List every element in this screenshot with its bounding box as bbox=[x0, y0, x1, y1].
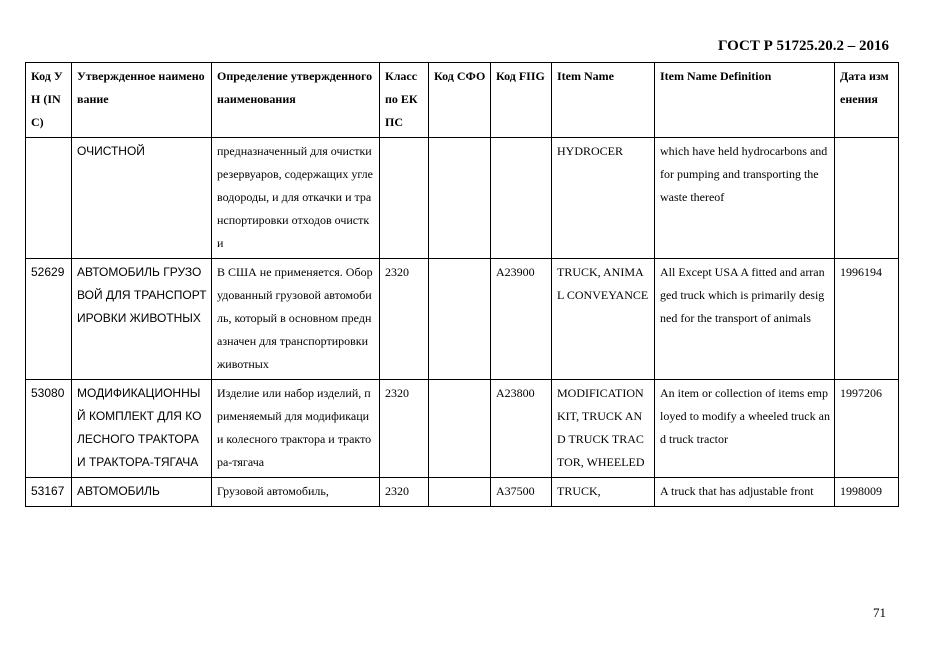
cell-sfo bbox=[429, 259, 491, 380]
cell-sfo bbox=[429, 380, 491, 478]
header-sfo: Код СФО bbox=[429, 63, 491, 138]
cell-fiig bbox=[491, 138, 552, 259]
cell-sfo bbox=[429, 138, 491, 259]
header-definition: Определение утвержденного наименования bbox=[212, 63, 380, 138]
table-row bbox=[26, 259, 899, 380]
cell-fiig: A23800 bbox=[491, 380, 552, 478]
header-item-name: Item Name bbox=[552, 63, 655, 138]
cell-sfo bbox=[429, 478, 491, 507]
cell-item-definition: An item or collection of items employed to modify a wheeled truck and truck tractor bbox=[655, 380, 835, 478]
cell-fiig: A37500 bbox=[491, 478, 552, 507]
cell-inc bbox=[26, 138, 72, 259]
cell-name: МОДИФИКАЦИОННЫЙ КОМПЛЕКТ ДЛЯ КОЛЕСНОГО ТРАКТОРА И ТРАКТОРА-ТЯГАЧА bbox=[72, 380, 212, 478]
cell-item-name: TRUCK, ANIMAL CONVEYANCE bbox=[552, 259, 655, 380]
header-fiig: Код FIIG bbox=[491, 63, 552, 138]
cell-class: 2320 bbox=[380, 478, 429, 507]
cell-item-definition: A truck that has adjustable front bbox=[655, 478, 835, 507]
cell-class: 2320 bbox=[380, 380, 429, 478]
cell-definition: предназначенный для очистки резервуаров, содержащих углеводороды, и для откачки и транспортировки отходов очистки bbox=[212, 138, 380, 259]
cell-definition: Изделие или набор изделий, применяемый для модификации колесного трактора и трактора-тягача bbox=[212, 380, 380, 478]
cell-item-name: MODIFICATION KIT, TRUCK AND TRUCK TRACTOR, WHEELED bbox=[552, 380, 655, 478]
cell-item-name: TRUCK, bbox=[552, 478, 655, 507]
table-row bbox=[26, 380, 899, 478]
cell-date: 1998009 bbox=[835, 478, 899, 507]
cell-name: АВТОМОБИЛЬ bbox=[72, 478, 212, 507]
cell-fiig: A23900 bbox=[491, 259, 552, 380]
cell-item-name: HYDROCER bbox=[552, 138, 655, 259]
cell-inc: 53080 bbox=[26, 380, 72, 478]
cell-date: 1996194 bbox=[835, 259, 899, 380]
header-class: Класс по ЕКПС bbox=[380, 63, 429, 138]
table-row bbox=[26, 138, 899, 259]
page-number: 71 bbox=[873, 605, 886, 620]
cell-item-definition: All Except USA A fitted and arranged truck which is primarily designed for the transport of animals bbox=[655, 259, 835, 380]
header-item-definition: Item Name Definition bbox=[655, 63, 835, 138]
cell-item-definition: which have held hydrocarbons and for pumping and transporting the waste thereof bbox=[655, 138, 835, 259]
table-header-row bbox=[26, 63, 899, 138]
header-inc: Код УН (INC) bbox=[26, 63, 72, 138]
cell-class: 2320 bbox=[380, 259, 429, 380]
cell-class bbox=[380, 138, 429, 259]
classification-table bbox=[25, 62, 899, 507]
cell-name: ОЧИСТНОЙ bbox=[72, 138, 212, 259]
cell-inc: 53167 bbox=[26, 478, 72, 507]
header-name: Утвержденное наименование bbox=[72, 63, 212, 138]
document-code: ГОСТ Р 51725.20.2 – 2016 bbox=[717, 38, 889, 54]
cell-definition: В США не применяется. Оборудованный грузовой автомобиль, который в основном предназначен для транспортировки животных bbox=[212, 259, 380, 380]
cell-definition: Грузовой автомобиль, bbox=[212, 478, 380, 507]
cell-date bbox=[835, 138, 899, 259]
cell-inc: 52629 bbox=[26, 259, 72, 380]
cell-name: АВТОМОБИЛЬ ГРУЗОВОЙ ДЛЯ ТРАНСПОРТИРОВКИ ЖИВОТНЫХ bbox=[72, 259, 212, 380]
header-date: Дата изменения bbox=[835, 63, 899, 138]
cell-date: 1997206 bbox=[835, 380, 899, 478]
table-row bbox=[26, 478, 899, 507]
